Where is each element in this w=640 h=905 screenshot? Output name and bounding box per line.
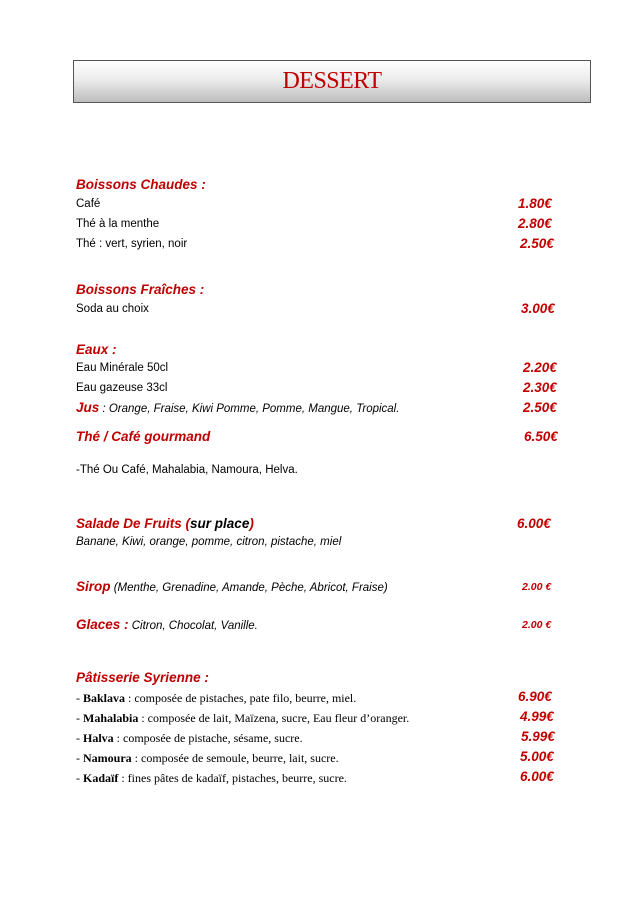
gourmand-description: -Thé Ou Café, Mahalabia, Namoura, Helva. [76,464,298,476]
menu-item-price: 2.20€ [523,360,557,375]
item-description: : composée de lait, Maïzena, sucre, Eau fleur d’oranger. [138,711,410,725]
item-prefix: - [76,691,83,705]
menu-item-price: 2.00 € [522,581,552,593]
section-heading-boissons-fraiches: Boissons Fraîches : [76,282,205,297]
page-title: DESSERT [282,68,382,94]
patisserie-item [76,711,409,726]
item-description: : composée de pistaches, pate filo, beurre, miel. [125,691,357,705]
patisserie-item [76,731,303,746]
section-heading-patisserie: Pâtisserie Syrienne : [76,670,209,685]
menu-item-name: Soda au choix [76,303,149,315]
menu-item-price: 3.00€ [521,301,555,316]
item-name: Mahalabia [83,711,139,725]
patisserie-item [76,771,347,786]
menu-item-price: 4.99€ [520,709,554,724]
glaces-line [76,617,258,632]
title-banner [73,60,591,103]
item-name: Baklava [83,691,126,705]
item-prefix: - [76,771,83,785]
section-heading-salade [76,516,254,531]
salade-heading-start: Salade De Fruits ( [76,516,191,531]
menu-item-price: 6.50€ [524,429,558,444]
sirop-label: Sirop [76,579,111,594]
item-name: Halva [83,731,114,745]
menu-item-name: Thé à la menthe [76,218,160,230]
menu-item-name: Eau gazeuse 33cl [76,382,168,394]
jus-label: Jus [76,400,100,415]
item-name: Namoura [83,751,132,765]
menu-item-name: Thé : vert, syrien, noir [76,238,188,250]
item-name: Kadaïf [83,771,119,785]
menu-item-price: 6.00€ [520,769,554,784]
patisserie-item [76,751,339,766]
item-prefix: - [76,751,83,765]
sirop-line [76,579,388,594]
menu-item-price: 6.00€ [517,516,551,531]
salade-heading-end: ) [249,516,254,531]
section-heading-eaux: Eaux : [76,342,117,357]
menu-item-price: 6.90€ [518,689,552,704]
item-description: : composée de pistache, sésame, sucre. [113,731,303,745]
item-prefix: - [76,711,83,725]
salade-description: Banane, Kiwi, orange, pomme, citron, pistache, miel [76,536,342,548]
jus-flavors: : Orange, Fraise, Kiwi Pomme, Pomme, Mangue, Tropical. [99,403,400,415]
glaces-flavors: Citron, Chocolat, Vanille. [128,620,258,632]
item-description: : composée de semoule, beurre, lait, sucre. [131,751,339,765]
item-prefix: - [76,731,83,745]
jus-line [76,400,399,415]
glaces-label: Glaces : [76,617,129,632]
menu-item-price: 2.30€ [523,380,557,395]
menu-item-name: Eau Minérale 50cl [76,362,169,374]
sirop-flavors: (Menthe, Grenadine, Amande, Pèche, Abricot, Fraise) [110,582,388,594]
patisserie-item [76,691,356,706]
menu-item-price: 1.80€ [518,196,552,211]
menu-item-price: 2.80€ [518,216,552,231]
menu-item-price: 5.00€ [520,749,554,764]
menu-item-price: 2.50€ [520,236,554,251]
section-heading-boissons-chaudes: Boissons Chaudes : [76,177,206,192]
salade-heading-sur-place: sur place [190,516,250,531]
menu-item-price: 2.50€ [523,400,557,415]
item-description: : fines pâtes de kadaïf, pistaches, beurre, sucre. [118,771,347,785]
menu-item-name: Café [76,198,101,210]
menu-item-price: 5.99€ [521,729,555,744]
menu-item-price: 2.00 € [522,619,552,631]
section-heading-gourmand: Thé / Café gourmand [76,429,211,444]
